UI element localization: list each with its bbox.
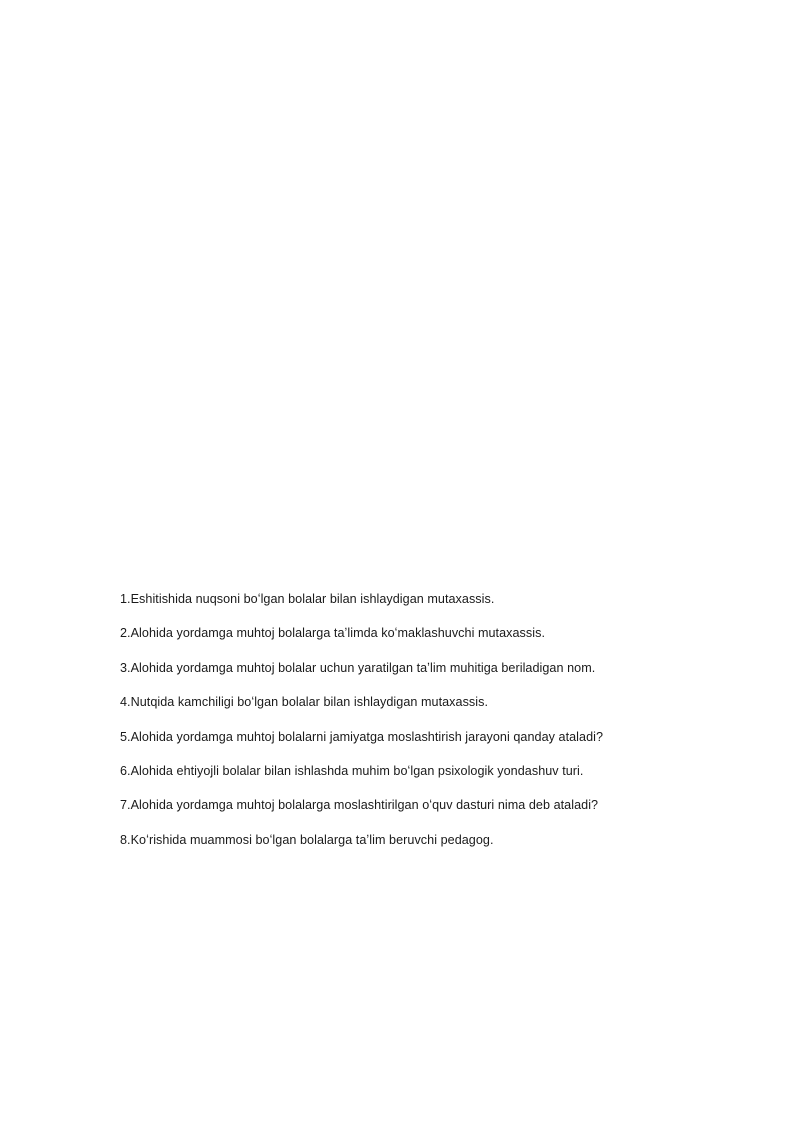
question-item-8: 8.Koʻrishida muammosi boʻlgan bolalarga taʼlim beruvchi pedagog. [120, 832, 494, 847]
question-item-4: 4.Nutqida kamchiligi boʻlgan bolalar bilan ishlaydigan mutaxassis. [120, 695, 489, 710]
question-item-6: 6.Alohida ehtiyojli bolalar bilan ishlashda muhim boʻlgan psixologik yondashuv turi. [120, 763, 584, 778]
question-item-7: 7.Alohida yordamga muhtoj bolalarga moslashtirilgan oʻquv dasturi nima deb ataladi? [120, 798, 599, 813]
question-item-2: 2.Alohida yordamga muhtoj bolalarga taʼlimda koʻmaklashuvchi mutaxassis. [120, 626, 545, 641]
question-list [120, 590, 760, 865]
question-item-3: 3.Alohida yordamga muhtoj bolalar uchun yaratilgan taʼlim muhitiga beriladigan nom. [120, 660, 596, 675]
question-item-5: 5.Alohida yordamga muhtoj bolalarni jamiyatga moslashtirish jarayoni qanday ataladi? [120, 729, 604, 744]
question-item-1: 1.Eshitishida nuqsoni boʻlgan bolalar bilan ishlaydigan mutaxassis. [120, 592, 495, 606]
